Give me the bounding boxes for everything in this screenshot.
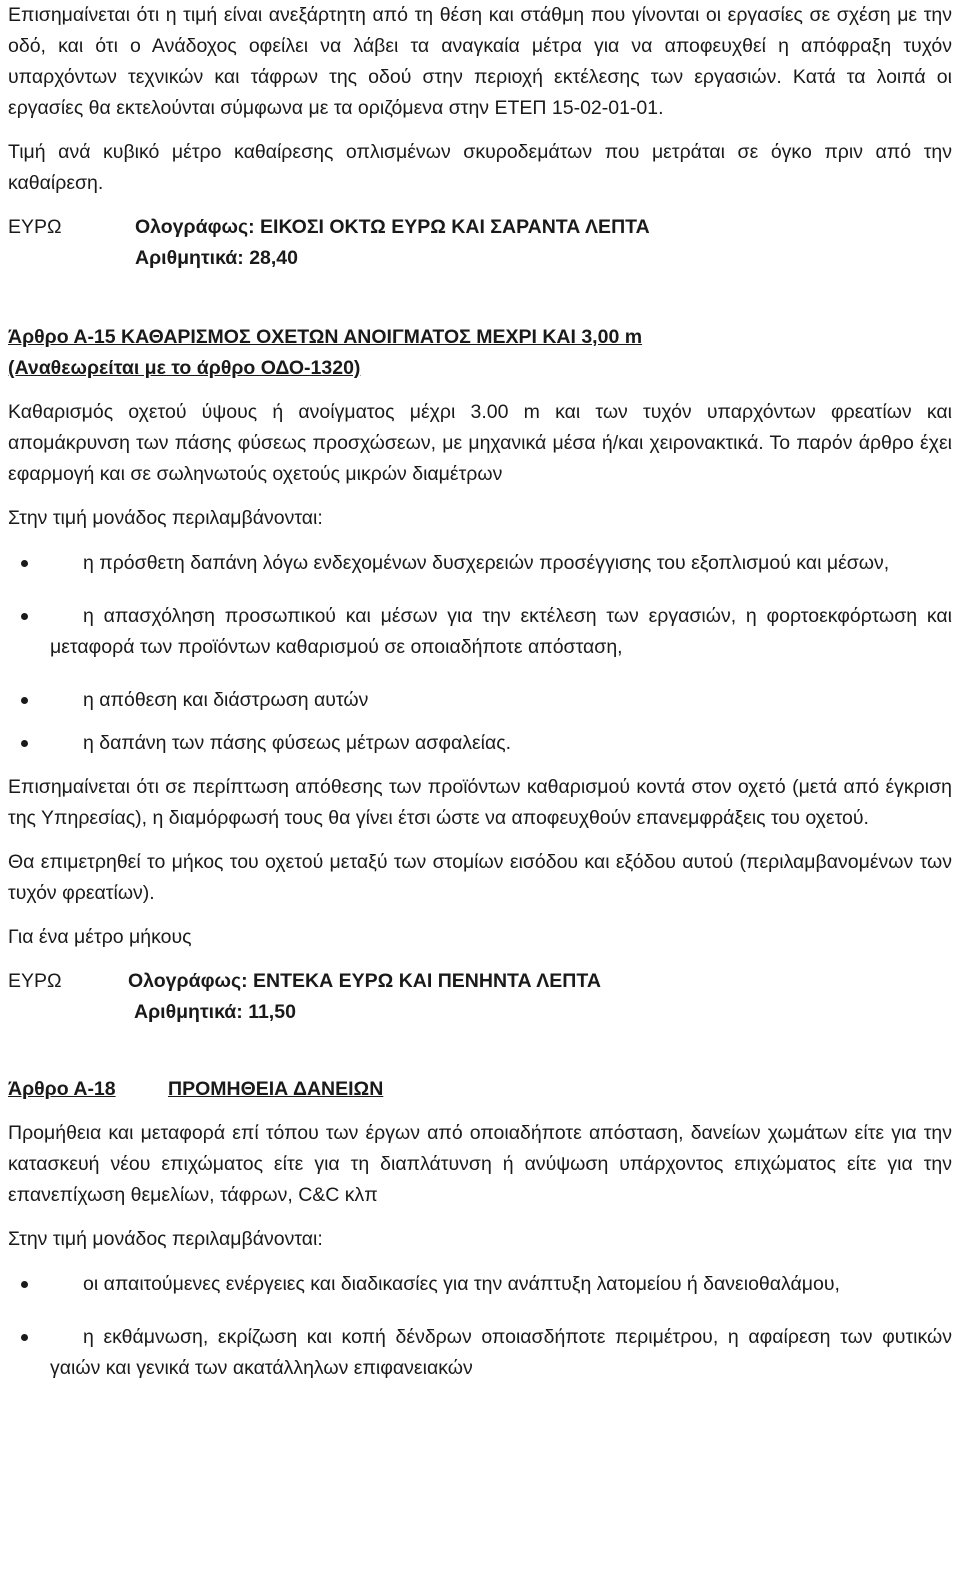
list-item: η εκθάμνωση, εκρίζωση και κοπή δένδρων οποιασδήποτε περιμέτρου, η αφαίρεση των φυτικών γαιών και γενικά των ακατάλληλων επιφανειακών	[8, 1322, 952, 1384]
price-block-2	[8, 966, 952, 1028]
article-a15-description: Καθαρισμός οχετού ύψους ή ανοίγματος μέχρι 3.00 m και των τυχόν υπαρχόντων φρεατίων και απομάκρυνση των πάσης φύσεως προσχώσεων, με μηχανικά μέσα ή/και χειρονακτικά. Το παρόν άρθρο έχει εφαρμογή και σε σωληνωτούς οχετούς μικρών διαμέτρων	[8, 401, 952, 485]
list-item: η απόθεση και διάστρωση αυτών	[8, 685, 952, 716]
price-in-words: Ολογράφως: ΕΙΚΟΣΙ ΟΚΤΩ ΕΥΡΩ ΚΑΙ ΣΑΡΑΝΤΑ ΛΕΠΤΑ	[135, 216, 650, 238]
price-numeric: Αριθμητικά: 11,50	[134, 1001, 296, 1023]
article-a18-description: Προμήθεια και μεταφορά επί τόπου των έργων από οποιαδήποτε απόσταση, δανείων χωμάτων είτε για την κατασκευή νέου επιχώματος είτε για τη διαπλάτυνση ή ανύψωση υπάρχοντος επιχώματος είτε για την επανεπίχωση θεμελίων, τάφρων, C&C κλπ	[8, 1122, 952, 1206]
list-item: οι απαιτούμενες ενέργειες και διαδικασίες για την ανάπτυξη λατομείου ή δανειοθαλάμου,	[8, 1269, 952, 1300]
bullet-icon	[8, 728, 50, 759]
article-a18	[8, 1074, 952, 1384]
article-a18-bullet-list	[8, 1269, 952, 1384]
bullet-icon	[8, 601, 50, 663]
list-item: η απασχόληση προσωπικού και μέσων για την εκτέλεση των εργασιών, η φορτοεκφόρτωση και μεταφορά των προϊόντων καθαρισμού σε οποιαδήποτε απόσταση,	[8, 601, 952, 663]
list-item: η δαπάνη των πάσης φύσεως μέτρων ασφαλείας.	[8, 728, 952, 759]
bullet-icon	[8, 1322, 50, 1384]
article-a15-measurement: Θα επιμετρηθεί το μήκος του οχετού μεταξύ των στομίων εισόδου και εξόδου αυτού (περιλαμβανομένων των τυχόν φρεατίων).	[8, 851, 952, 904]
article-a15-unit: Για ένα μέτρο μήκους	[8, 926, 192, 948]
article-a15-includes: Στην τιμή μονάδος περιλαμβάνονται:	[8, 507, 323, 529]
bullet-icon	[8, 685, 50, 716]
intro-paragraph: Επισημαίνεται ότι η τιμή είναι ανεξάρτητη από τη θέση και στάθμη που γίνονται οι εργασίες σε σχέση με την οδό, και ότι ο Ανάδοχος οφείλει να λάβει τα αναγκαία μέτρα για να αποφευχθεί η απόφραξη τυχόν υπαρχόντων τεχνικών και τάφρων της οδού στην περιοχή εκτέλεσης των εργασιών. Κατά τα λοιπά οι εργασίες θα εκτελούνται σύμφωνα με τα οριζόμενα στην ΕΤΕΠ 15-02-01-01.	[8, 4, 952, 119]
article-a18-heading	[8, 1074, 952, 1105]
intro-price-basis: Τιμή ανά κυβικό μέτρο καθαίρεσης οπλισμένων σκυροδεμάτων που μετράται σε όγκο πριν από την καθαίρεση.	[8, 141, 952, 194]
price-in-words: Ολογράφως: ΕΝΤΕΚΑ ΕΥΡΩ ΚΑΙ ΠΕΝΗΝΤΑ ΛΕΠΤΑ	[128, 970, 601, 992]
list-item: η πρόσθετη δαπάνη λόγω ενδεχομένων δυσχερειών προσέγγισης του εξοπλισμού και μέσων,	[8, 548, 952, 579]
price-block-1	[8, 212, 952, 274]
bullet-icon	[8, 1269, 50, 1300]
price-numeric: Αριθμητικά: 28,40	[135, 247, 298, 269]
article-a15-deposit-note: Επισημαίνεται ότι σε περίπτωση απόθεσης των προϊόντων καθαρισμού κοντά στον οχετό (μετά από έγκριση της Υπηρεσίας), η διαμόρφωσή τους θα γίνει έτσι ώστε να αποφευχθούν επανεμφράξεις του οχετού.	[8, 776, 952, 829]
article-a18-includes: Στην τιμή μονάδος περιλαμβάνονται:	[8, 1228, 323, 1250]
bullet-icon	[8, 548, 50, 579]
article-a15	[8, 322, 952, 953]
currency-label: ΕΥΡΩ	[8, 970, 62, 992]
article-a18-number: Άρθρο Α-18	[8, 1078, 116, 1100]
currency-label: ΕΥΡΩ	[8, 216, 62, 238]
article-a15-title: Άρθρο Α-15 ΚΑΘΑΡΙΣΜΟΣ ΟΧΕΤΩΝ ΑΝΟΙΓΜΑΤΟΣ ΜΕΧΡΙ ΚΑΙ 3,00 m	[8, 326, 643, 348]
article-a15-subtitle: (Αναθεωρείται με το άρθρο ΟΔΟ-1320)	[8, 357, 361, 379]
article-a15-bullet-list	[8, 548, 952, 759]
article-a18-title: ΠΡΟΜΗΘΕΙΑ ΔΑΝΕΙΩΝ	[168, 1078, 384, 1100]
